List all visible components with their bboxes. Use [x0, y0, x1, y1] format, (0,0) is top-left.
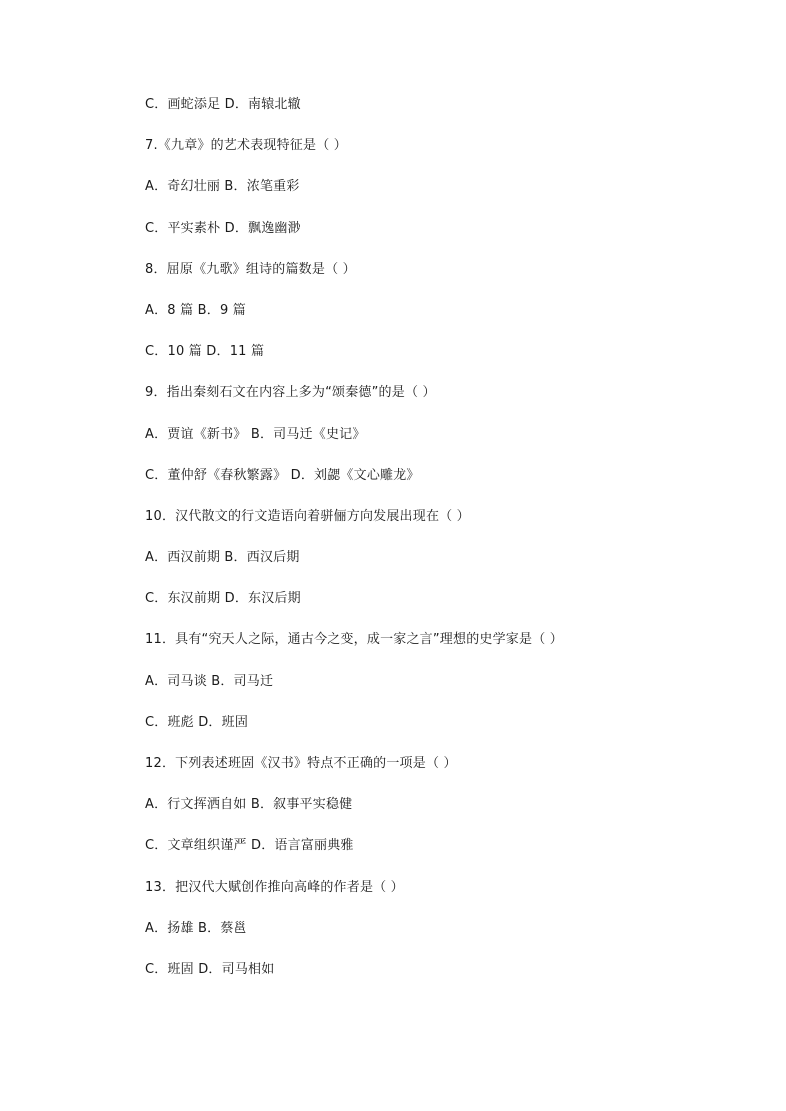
- question-12: 12．下列表述班固《汉书》特点不正确的一项是（ ）: [145, 756, 457, 771]
- question-8: 8．屈原《九歌》组诗的篇数是（ ）: [145, 261, 356, 277]
- answer-options: A．扬雄 B．蔡邕: [145, 920, 247, 936]
- answer-options: A．行文挥洒自如 B．叙事平实稳健: [145, 797, 353, 813]
- answer-options: C．班固 D．司马相如: [145, 961, 275, 977]
- question-10: 10．汉代散文的行文造语向着骈俪方向发展出现在（ ）: [145, 508, 470, 524]
- answer-options: C．画蛇添足 D．南辕北辙: [145, 97, 301, 112]
- question-list: [145, 95, 745, 1001]
- answer-options: A．司马谈 B．司马迁: [145, 673, 274, 689]
- answer-options: C．文章组织谨严 D．语言富丽典雅: [145, 838, 354, 854]
- answer-options: C．班彪 D．班固: [145, 714, 249, 730]
- answer-options: A．奇幻壮丽 B．浓笔重彩: [145, 179, 300, 195]
- answer-options: A．西汉前期 B．西汉后期: [145, 550, 300, 566]
- answer-options: A．8 篇 B．9 篇: [145, 302, 246, 318]
- question-13: 13．把汉代大赋创作推向高峰的作者是（ ）: [145, 879, 404, 895]
- answer-options: C．10 篇 D．11 篇: [145, 344, 265, 360]
- question-7: 7.《九章》的艺术表现特征是（ ）: [145, 138, 347, 154]
- answer-options: C．平实素朴 D．飘逸幽渺: [145, 220, 301, 236]
- answer-options: C．东汉前期 D．东汉后期: [145, 591, 301, 607]
- question-9: 9．指出秦刻石文在内容上多为“颂秦德”的是（ ）: [145, 385, 436, 401]
- answer-options: A．贾谊《新书》 B．司马迁《史记》: [145, 426, 366, 442]
- answer-options: C．董仲舒《春秋繁露》 D．刘勰《文心雕龙》: [145, 467, 420, 483]
- question-11: 11．具有“究天人之际，通古今之变，成一家之言”理想的史学家是（ ）: [145, 632, 563, 648]
